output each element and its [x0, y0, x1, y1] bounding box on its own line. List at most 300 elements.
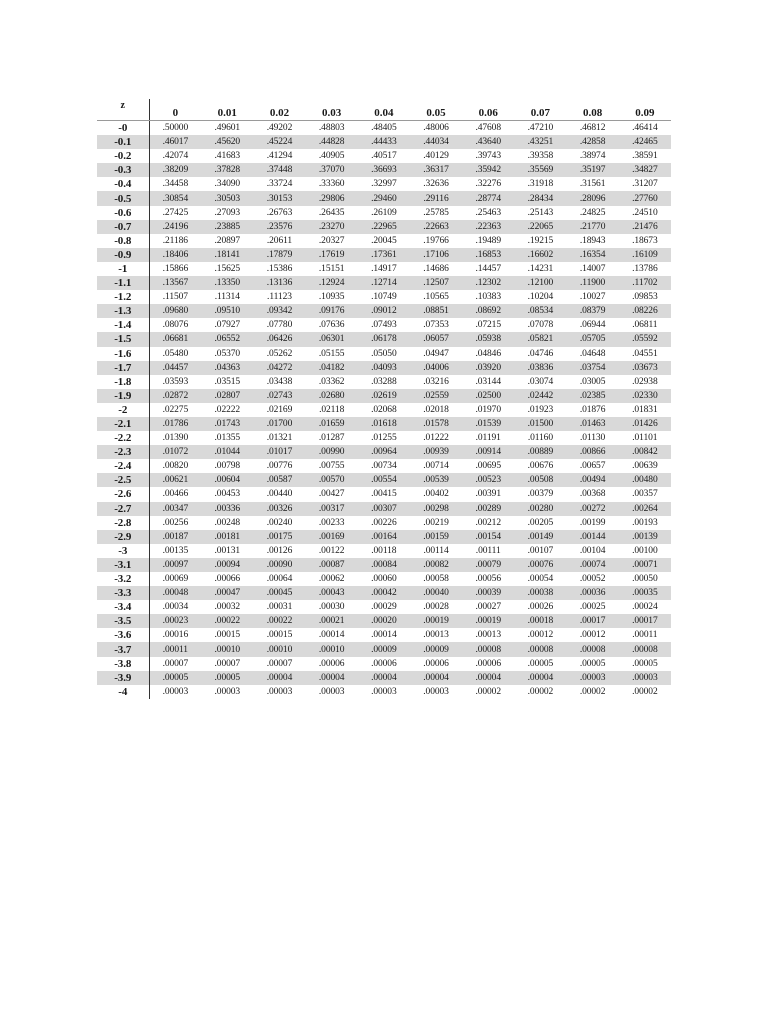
z-value-cell: -3.5 — [97, 614, 149, 628]
z-value-cell: -0 — [97, 121, 149, 136]
probability-cell: .00008 — [567, 642, 619, 656]
probability-cell: .00012 — [567, 628, 619, 642]
probability-cell: .08076 — [149, 318, 201, 332]
probability-cell: .00047 — [201, 586, 253, 600]
table-row — [97, 248, 671, 262]
table-row — [97, 304, 671, 318]
probability-cell: .06178 — [358, 332, 410, 346]
probability-cell: .08534 — [514, 304, 566, 318]
probability-cell: .00003 — [306, 685, 358, 699]
probability-cell: .06681 — [149, 332, 201, 346]
table-row — [97, 431, 671, 445]
probability-cell: .04746 — [514, 347, 566, 361]
probability-cell: .00023 — [149, 614, 201, 628]
probability-cell: .01876 — [567, 403, 619, 417]
table-row — [97, 290, 671, 304]
probability-cell: .02680 — [306, 389, 358, 403]
probability-cell: .19766 — [410, 234, 462, 248]
probability-cell: .40129 — [410, 149, 462, 163]
table-row — [97, 234, 671, 248]
table-row — [97, 586, 671, 600]
probability-cell: .40517 — [358, 149, 410, 163]
probability-cell: .00002 — [567, 685, 619, 699]
probability-cell: .00015 — [201, 628, 253, 642]
z-value-cell: -1.5 — [97, 332, 149, 346]
probability-cell: .00010 — [253, 642, 305, 656]
z-value-cell: -2.9 — [97, 530, 149, 544]
probability-cell: .00007 — [253, 657, 305, 671]
probability-cell: .07780 — [253, 318, 305, 332]
probability-cell: .11507 — [149, 290, 201, 304]
column-header: 0.03 — [306, 99, 358, 121]
column-header: 0 — [149, 99, 201, 121]
probability-cell: .09853 — [619, 290, 671, 304]
z-value-cell: -0.8 — [97, 234, 149, 248]
probability-cell: .30503 — [201, 191, 253, 205]
probability-cell: .33360 — [306, 177, 358, 191]
probability-cell: .02619 — [358, 389, 410, 403]
probability-cell: .42858 — [567, 135, 619, 149]
probability-cell: .02275 — [149, 403, 201, 417]
probability-cell: .02330 — [619, 389, 671, 403]
column-header: 0.02 — [253, 99, 305, 121]
z-value-cell: -1 — [97, 262, 149, 276]
probability-cell: .00064 — [253, 572, 305, 586]
probability-cell: .00264 — [619, 502, 671, 516]
probability-cell: .00005 — [149, 671, 201, 685]
table-row — [97, 276, 671, 290]
probability-cell: .00005 — [201, 671, 253, 685]
probability-cell: .33724 — [253, 177, 305, 191]
probability-cell: .00169 — [306, 530, 358, 544]
probability-cell: .06944 — [567, 318, 619, 332]
probability-cell: .00570 — [306, 473, 358, 487]
z-value-cell: -3.3 — [97, 586, 149, 600]
table-row — [97, 685, 671, 699]
probability-cell: .00002 — [514, 685, 566, 699]
probability-cell: .00326 — [253, 502, 305, 516]
probability-cell: .14231 — [514, 262, 566, 276]
probability-cell: .00164 — [358, 530, 410, 544]
z-value-cell: -0.4 — [97, 177, 149, 191]
probability-cell: .47608 — [462, 121, 514, 136]
probability-cell: .02068 — [358, 403, 410, 417]
probability-cell: .20045 — [358, 234, 410, 248]
probability-cell: .00866 — [567, 445, 619, 459]
probability-cell: .00135 — [149, 544, 201, 558]
probability-cell: .00006 — [306, 657, 358, 671]
probability-cell: .00006 — [410, 657, 462, 671]
probability-cell: .19215 — [514, 234, 566, 248]
probability-cell: .45620 — [201, 135, 253, 149]
probability-cell: .00069 — [149, 572, 201, 586]
column-header: 0.05 — [410, 99, 462, 121]
probability-cell: .16109 — [619, 248, 671, 262]
probability-cell: .00062 — [306, 572, 358, 586]
probability-cell: .31918 — [514, 177, 566, 191]
probability-cell: .00004 — [306, 671, 358, 685]
probability-cell: .00114 — [410, 544, 462, 558]
probability-cell: .32276 — [462, 177, 514, 191]
probability-cell: .00013 — [410, 628, 462, 642]
probability-cell: .01355 — [201, 431, 253, 445]
probability-cell: .00010 — [201, 642, 253, 656]
probability-cell: .01287 — [306, 431, 358, 445]
probability-cell: .46414 — [619, 121, 671, 136]
probability-cell: .00175 — [253, 530, 305, 544]
table-row — [97, 671, 671, 685]
column-header: 0.07 — [514, 99, 566, 121]
probability-cell: .01072 — [149, 445, 201, 459]
probability-cell: .48803 — [306, 121, 358, 136]
probability-cell: .35942 — [462, 163, 514, 177]
probability-cell: .00657 — [567, 459, 619, 473]
probability-cell: .15625 — [201, 262, 253, 276]
probability-cell: .00005 — [619, 657, 671, 671]
z-value-cell: -0.3 — [97, 163, 149, 177]
probability-cell: .09342 — [253, 304, 305, 318]
probability-cell: .00030 — [306, 600, 358, 614]
probability-cell: .30854 — [149, 191, 201, 205]
probability-cell: .00087 — [306, 558, 358, 572]
table-row — [97, 403, 671, 417]
z-value-cell: -3.2 — [97, 572, 149, 586]
probability-cell: .00074 — [567, 558, 619, 572]
probability-cell: .00714 — [410, 459, 462, 473]
probability-cell: .17361 — [358, 248, 410, 262]
probability-cell: .00002 — [462, 685, 514, 699]
z-value-cell: -1.8 — [97, 375, 149, 389]
probability-cell: .00042 — [358, 586, 410, 600]
probability-cell: .00007 — [149, 657, 201, 671]
probability-cell: .21186 — [149, 234, 201, 248]
probability-cell: .23270 — [306, 220, 358, 234]
probability-cell: .00048 — [149, 586, 201, 600]
probability-cell: .00005 — [514, 657, 566, 671]
probability-cell: .00280 — [514, 502, 566, 516]
probability-cell: .01044 — [201, 445, 253, 459]
table-row — [97, 628, 671, 642]
probability-cell: .00219 — [410, 516, 462, 530]
probability-cell: .38591 — [619, 149, 671, 163]
probability-cell: .03005 — [567, 375, 619, 389]
z-value-cell: -1.7 — [97, 361, 149, 375]
probability-cell: .00289 — [462, 502, 514, 516]
probability-cell: .00035 — [619, 586, 671, 600]
z-value-cell: -2.3 — [97, 445, 149, 459]
table-row — [97, 347, 671, 361]
probability-cell: .00022 — [253, 614, 305, 628]
column-header: 0.09 — [619, 99, 671, 121]
probability-cell: .04457 — [149, 361, 201, 375]
probability-cell: .00298 — [410, 502, 462, 516]
probability-cell: .05262 — [253, 347, 305, 361]
probability-cell: .00004 — [462, 671, 514, 685]
column-header: 0.06 — [462, 99, 514, 121]
probability-cell: .43640 — [462, 135, 514, 149]
z-value-cell: -2 — [97, 403, 149, 417]
z-value-cell: -3 — [97, 544, 149, 558]
probability-cell: .05705 — [567, 332, 619, 346]
probability-cell: .01463 — [567, 417, 619, 431]
probability-cell: .40905 — [306, 149, 358, 163]
table-row — [97, 516, 671, 530]
probability-cell: .00842 — [619, 445, 671, 459]
probability-cell: .04272 — [253, 361, 305, 375]
probability-cell: .00017 — [567, 614, 619, 628]
probability-cell: .06057 — [410, 332, 462, 346]
probability-cell: .01222 — [410, 431, 462, 445]
probability-cell: .22663 — [410, 220, 462, 234]
probability-cell: .15151 — [306, 262, 358, 276]
probability-cell: .37828 — [201, 163, 253, 177]
probability-cell: .00368 — [567, 487, 619, 501]
probability-cell: .00357 — [619, 487, 671, 501]
probability-cell: .38209 — [149, 163, 201, 177]
probability-cell: .27425 — [149, 206, 201, 220]
probability-cell: .22363 — [462, 220, 514, 234]
probability-cell: .00755 — [306, 459, 358, 473]
probability-cell: .07215 — [462, 318, 514, 332]
probability-cell: .01970 — [462, 403, 514, 417]
probability-cell: .06301 — [306, 332, 358, 346]
table-row — [97, 220, 671, 234]
z-value-cell: -3.7 — [97, 642, 149, 656]
z-value-cell: -2.4 — [97, 459, 149, 473]
probability-cell: .00990 — [306, 445, 358, 459]
probability-cell: .07636 — [306, 318, 358, 332]
probability-cell: .01786 — [149, 417, 201, 431]
probability-cell: .00118 — [358, 544, 410, 558]
probability-cell: .00181 — [201, 530, 253, 544]
probability-cell: .00939 — [410, 445, 462, 459]
probability-cell: .00676 — [514, 459, 566, 473]
probability-cell: .00440 — [253, 487, 305, 501]
probability-cell: .15866 — [149, 262, 201, 276]
probability-cell: .31207 — [619, 177, 671, 191]
probability-cell: .00016 — [149, 628, 201, 642]
z-value-cell: -2.8 — [97, 516, 149, 530]
probability-cell: .00003 — [201, 685, 253, 699]
probability-cell: .00006 — [462, 657, 514, 671]
probability-cell: .18406 — [149, 248, 201, 262]
probability-cell: .01659 — [306, 417, 358, 431]
probability-cell: .28434 — [514, 191, 566, 205]
column-header: 0.04 — [358, 99, 410, 121]
probability-cell: .00019 — [462, 614, 514, 628]
probability-cell: .00021 — [306, 614, 358, 628]
probability-cell: .00453 — [201, 487, 253, 501]
probability-cell: .04363 — [201, 361, 253, 375]
probability-cell: .08379 — [567, 304, 619, 318]
probability-cell: .07078 — [514, 318, 566, 332]
probability-cell: .00094 — [201, 558, 253, 572]
probability-cell: .00604 — [201, 473, 253, 487]
probability-cell: .00010 — [306, 642, 358, 656]
probability-cell: .10027 — [567, 290, 619, 304]
probability-cell: .03438 — [253, 375, 305, 389]
probability-cell: .18141 — [201, 248, 253, 262]
table-row — [97, 149, 671, 163]
probability-cell: .00427 — [306, 487, 358, 501]
table-row — [97, 530, 671, 544]
probability-cell: .00621 — [149, 473, 201, 487]
probability-cell: .13136 — [253, 276, 305, 290]
probability-cell: .48405 — [358, 121, 410, 136]
probability-cell: .00082 — [410, 558, 462, 572]
probability-cell: .00056 — [462, 572, 514, 586]
probability-cell: .01539 — [462, 417, 514, 431]
probability-cell: .20327 — [306, 234, 358, 248]
table-row — [97, 502, 671, 516]
probability-cell: .00032 — [201, 600, 253, 614]
probability-cell: .00820 — [149, 459, 201, 473]
probability-cell: .23885 — [201, 220, 253, 234]
z-score-table — [97, 99, 671, 699]
probability-cell: .43251 — [514, 135, 566, 149]
probability-cell: .00126 — [253, 544, 305, 558]
probability-cell: .20611 — [253, 234, 305, 248]
probability-cell: .00024 — [619, 600, 671, 614]
probability-cell: .13786 — [619, 262, 671, 276]
probability-cell: .11900 — [567, 276, 619, 290]
probability-cell: .25785 — [410, 206, 462, 220]
probability-cell: .49601 — [201, 121, 253, 136]
probability-cell: .00508 — [514, 473, 566, 487]
z-value-cell: -1.3 — [97, 304, 149, 318]
probability-cell: .00248 — [201, 516, 253, 530]
probability-cell: .26763 — [253, 206, 305, 220]
probability-cell: .00009 — [410, 642, 462, 656]
probability-cell: .07493 — [358, 318, 410, 332]
probability-cell: .00494 — [567, 473, 619, 487]
probability-cell: .00523 — [462, 473, 514, 487]
table-row — [97, 206, 671, 220]
probability-cell: .22965 — [358, 220, 410, 234]
probability-cell: .05155 — [306, 347, 358, 361]
probability-cell: .01831 — [619, 403, 671, 417]
probability-cell: .10204 — [514, 290, 566, 304]
probability-cell: .12507 — [410, 276, 462, 290]
probability-cell: .04006 — [410, 361, 462, 375]
probability-cell: .08226 — [619, 304, 671, 318]
probability-cell: .29806 — [306, 191, 358, 205]
z-value-cell: -2.5 — [97, 473, 149, 487]
probability-cell: .23576 — [253, 220, 305, 234]
probability-cell: .00045 — [253, 586, 305, 600]
table-row — [97, 487, 671, 501]
probability-cell: .29460 — [358, 191, 410, 205]
table-row — [97, 375, 671, 389]
probability-cell: .00007 — [201, 657, 253, 671]
probability-cell: .02222 — [201, 403, 253, 417]
probability-cell: .34458 — [149, 177, 201, 191]
probability-cell: .00008 — [619, 642, 671, 656]
probability-cell: .00079 — [462, 558, 514, 572]
probability-cell: .08851 — [410, 304, 462, 318]
probability-cell: .00090 — [253, 558, 305, 572]
table-row — [97, 121, 671, 136]
probability-cell: .03362 — [306, 375, 358, 389]
probability-cell: .03920 — [462, 361, 514, 375]
probability-cell: .00734 — [358, 459, 410, 473]
probability-cell: .00139 — [619, 530, 671, 544]
probability-cell: .00347 — [149, 502, 201, 516]
z-value-cell: -0.2 — [97, 149, 149, 163]
probability-cell: .00226 — [358, 516, 410, 530]
z-value-cell: -3.9 — [97, 671, 149, 685]
probability-cell: .21770 — [567, 220, 619, 234]
table-row — [97, 445, 671, 459]
probability-cell: .00011 — [619, 628, 671, 642]
table-row — [97, 389, 671, 403]
probability-cell: .00205 — [514, 516, 566, 530]
probability-cell: .41294 — [253, 149, 305, 163]
z-value-cell: -2.6 — [97, 487, 149, 501]
z-value-cell: -1.2 — [97, 290, 149, 304]
probability-cell: .22065 — [514, 220, 566, 234]
probability-cell: .19489 — [462, 234, 514, 248]
probability-cell: .44433 — [358, 135, 410, 149]
probability-cell: .02938 — [619, 375, 671, 389]
probability-cell: .48006 — [410, 121, 462, 136]
probability-cell: .32636 — [410, 177, 462, 191]
probability-cell: .00554 — [358, 473, 410, 487]
probability-cell: .10383 — [462, 290, 514, 304]
probability-cell: .03515 — [201, 375, 253, 389]
table-body — [97, 121, 671, 699]
probability-cell: .42465 — [619, 135, 671, 149]
probability-cell: .02872 — [149, 389, 201, 403]
probability-cell: .04846 — [462, 347, 514, 361]
probability-cell: .13567 — [149, 276, 201, 290]
probability-cell: .00013 — [462, 628, 514, 642]
table-row — [97, 473, 671, 487]
probability-cell: .00020 — [358, 614, 410, 628]
probability-cell: .00014 — [358, 628, 410, 642]
probability-cell: .00003 — [410, 685, 462, 699]
probability-cell: .00199 — [567, 516, 619, 530]
table-row — [97, 544, 671, 558]
z-value-cell: -0.6 — [97, 206, 149, 220]
probability-cell: .00415 — [358, 487, 410, 501]
probability-cell: .00587 — [253, 473, 305, 487]
probability-cell: .16602 — [514, 248, 566, 262]
z-value-cell: -3.1 — [97, 558, 149, 572]
probability-cell: .00480 — [619, 473, 671, 487]
probability-cell: .00097 — [149, 558, 201, 572]
probability-cell: .00104 — [567, 544, 619, 558]
probability-cell: .35569 — [514, 163, 566, 177]
probability-cell: .03673 — [619, 361, 671, 375]
probability-cell: .00004 — [358, 671, 410, 685]
probability-cell: .00004 — [253, 671, 305, 685]
probability-cell: .00054 — [514, 572, 566, 586]
probability-cell: .06426 — [253, 332, 305, 346]
header-row — [97, 99, 671, 121]
probability-cell: .03144 — [462, 375, 514, 389]
table-row — [97, 600, 671, 614]
probability-cell: .00019 — [410, 614, 462, 628]
table-row — [97, 318, 671, 332]
probability-cell: .05592 — [619, 332, 671, 346]
probability-cell: .12100 — [514, 276, 566, 290]
probability-cell: .01191 — [462, 431, 514, 445]
probability-cell: .00058 — [410, 572, 462, 586]
probability-cell: .36693 — [358, 163, 410, 177]
probability-cell: .00071 — [619, 558, 671, 572]
probability-cell: .00776 — [253, 459, 305, 473]
